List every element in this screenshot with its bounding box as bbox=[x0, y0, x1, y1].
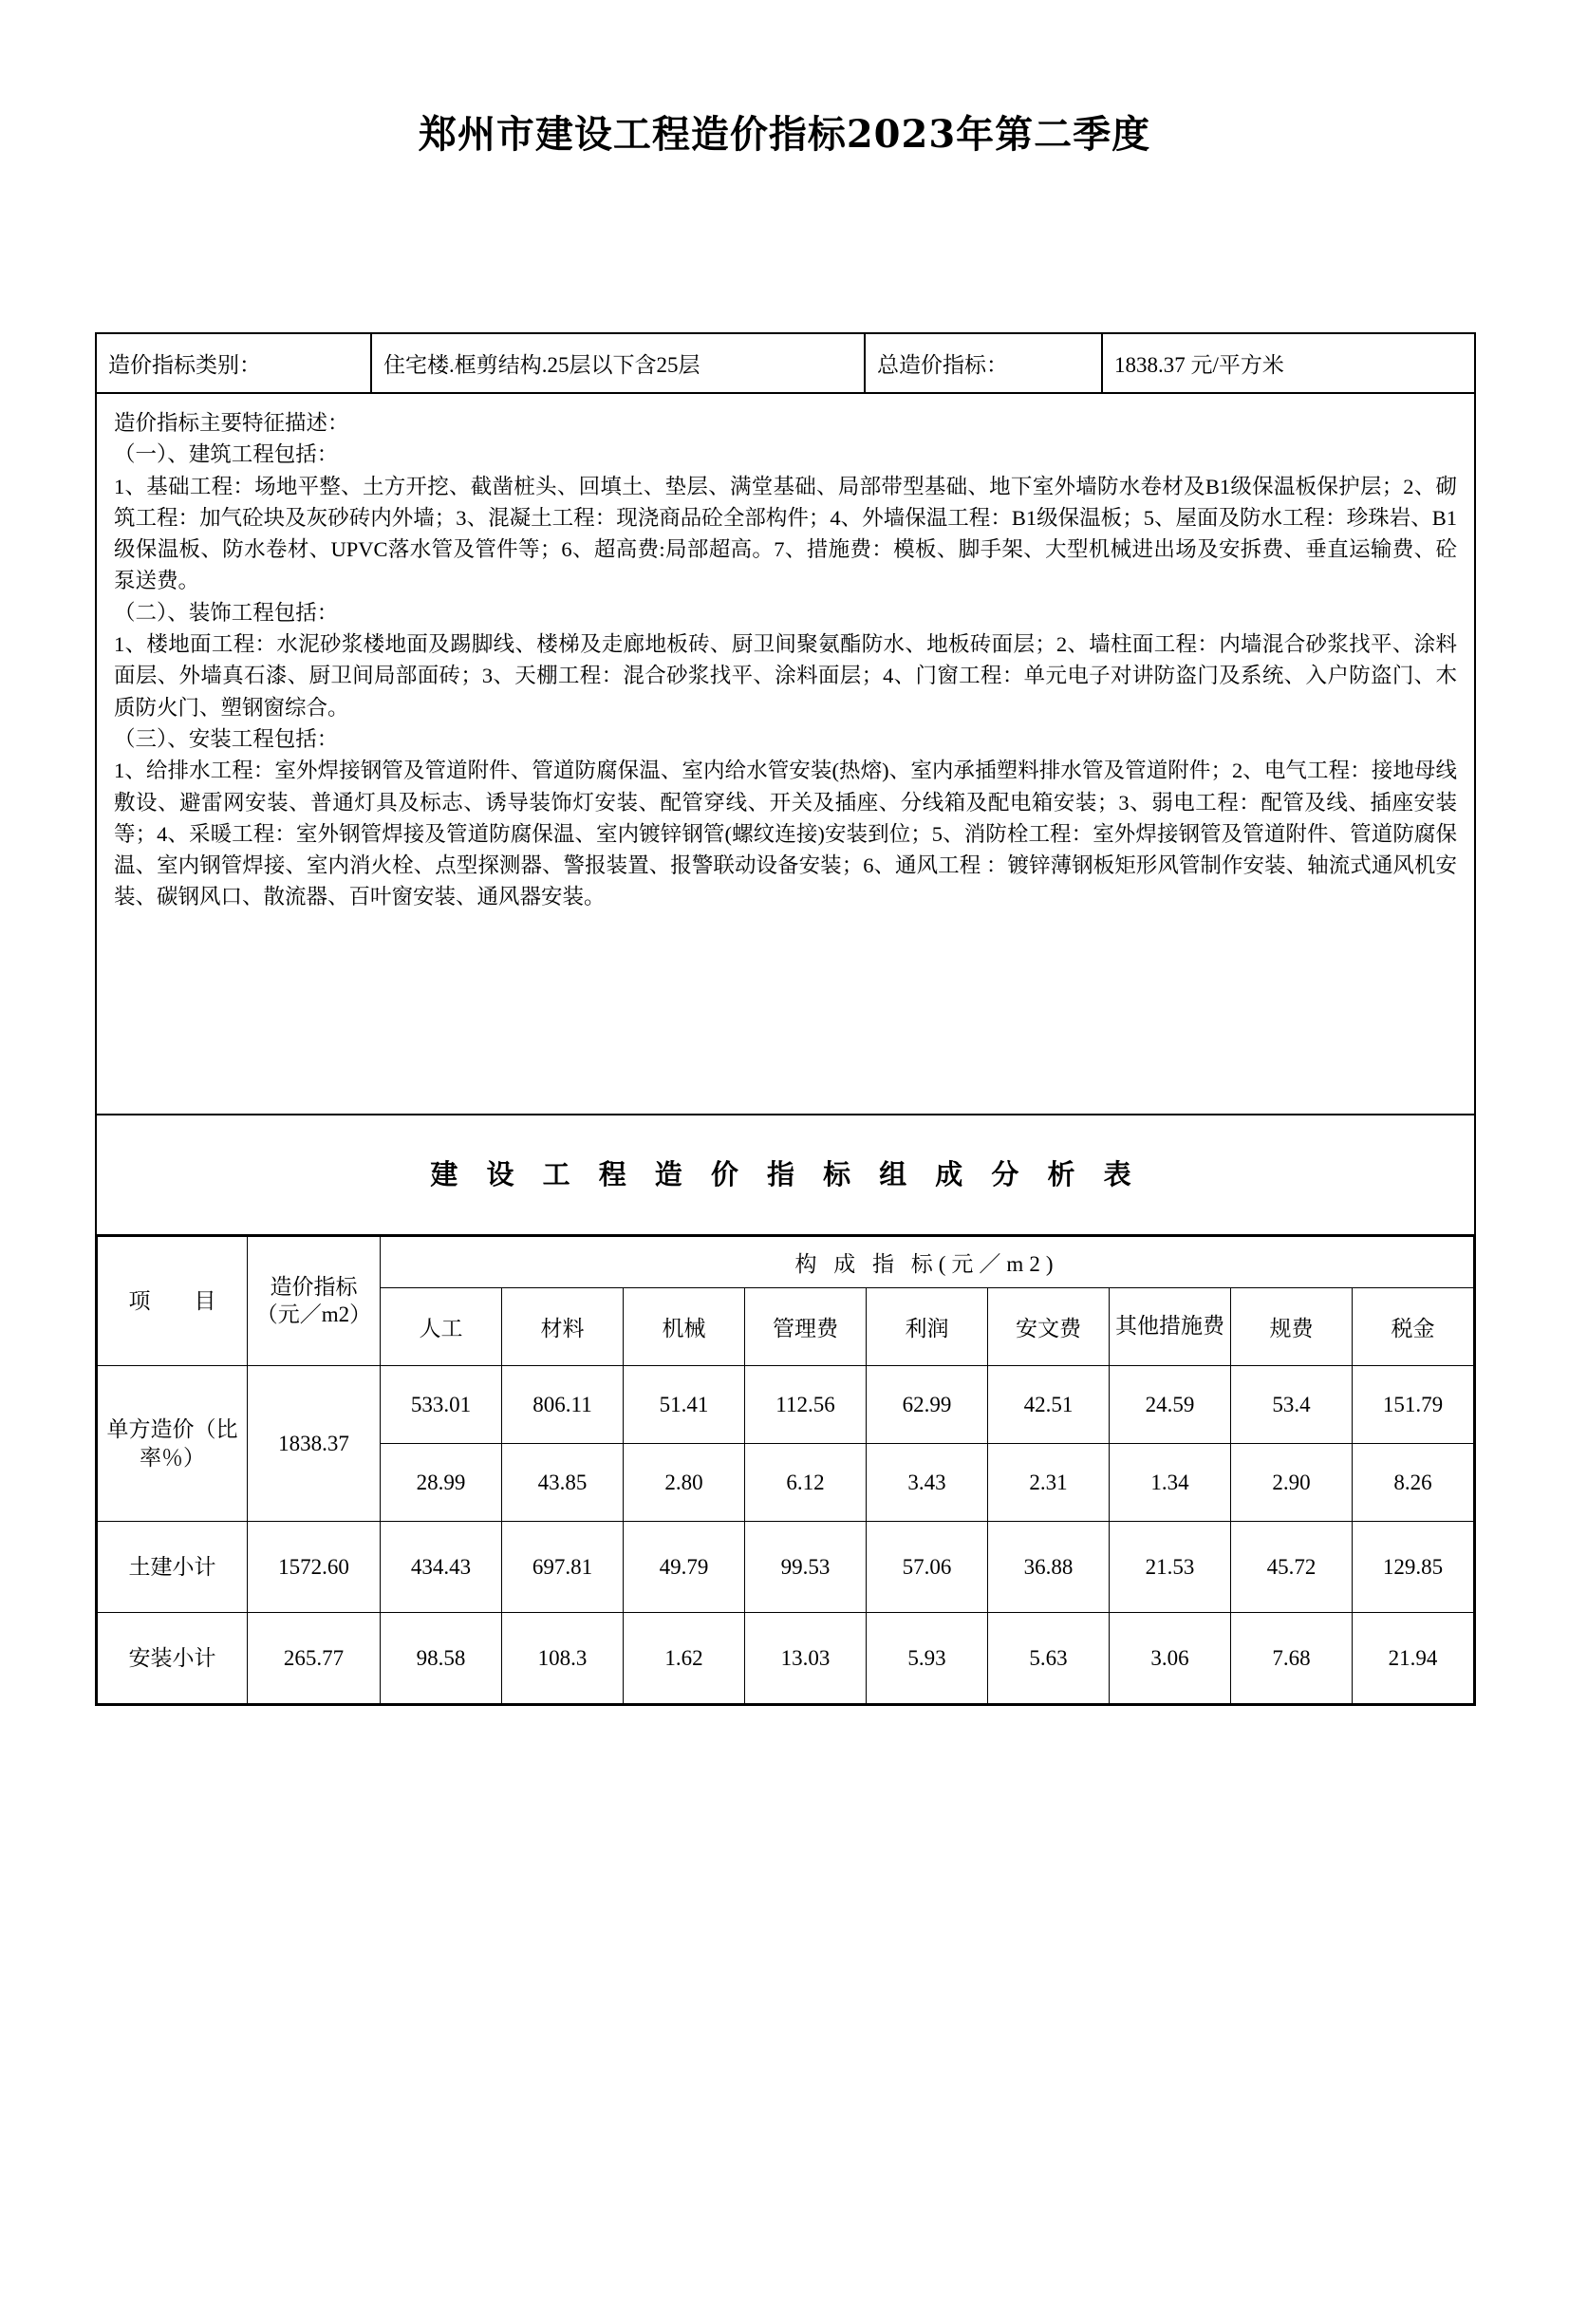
header-profit: 利润 bbox=[867, 1288, 988, 1366]
row-index-unit-cost: 1838.37 bbox=[248, 1366, 381, 1522]
analysis-table-title: 建 设 工 程 造 价 指 标 组 成 分 析 表 bbox=[97, 1115, 1474, 1236]
description-line-6: 1、给排水工程：室外焊接钢管及管道附件、管道防腐保温、室内给水管安装(热熔)、室内承插塑料排水管及管道附件；2、电气工程：接地母线敷设、避雷网安装、普通灯具及标志、诱导装饰灯安装、配管穿线、开关及插座、分线箱及配电箱安装；3、弱电工程：配管及线、插座安装等；4、采暖工程：室外钢管焊接及管道防腐保温、室内镀锌钢管(螺纹连接)安装到位；5、消防栓工程：室外焊接钢管及管道附件、管道防腐保温、室内钢管焊接、室内消火栓、点型探测器、警报装置、报警联动设备安装；6、通风工程 ：镀锌薄钢板矩形风管制作安装、轴流式通风机安装、碳钢风口、散流器、百叶窗安装、通风器安装。 bbox=[114, 759, 1457, 909]
cell-civil-labor: 434.43 bbox=[381, 1522, 502, 1613]
description-line-5: （三）、安装工程包括： bbox=[114, 726, 339, 751]
row-label-installation: 安装小计 bbox=[98, 1613, 248, 1704]
description-line-0: 造价指标主要特征描述： bbox=[114, 411, 349, 435]
cell-install-material: 108.3 bbox=[502, 1613, 624, 1704]
header-group: 构 成 指 标(元／m2) bbox=[381, 1237, 1474, 1288]
cell-install-machinery: 1.62 bbox=[624, 1613, 745, 1704]
description-line-1: （一）、建筑工程包括： bbox=[114, 442, 339, 467]
cell-ratio-material: 43.85 bbox=[502, 1444, 624, 1522]
cell-civil-material: 697.81 bbox=[502, 1522, 624, 1613]
cell-unit-other: 24.59 bbox=[1110, 1366, 1231, 1444]
header-material: 材料 bbox=[502, 1288, 624, 1366]
cell-install-tax: 21.94 bbox=[1353, 1613, 1474, 1704]
cell-install-other: 3.06 bbox=[1110, 1613, 1231, 1704]
cell-install-labor: 98.58 bbox=[381, 1613, 502, 1704]
table-row-installation-subtotal bbox=[98, 1613, 1474, 1704]
cell-civil-profit: 57.06 bbox=[867, 1522, 988, 1613]
cell-civil-management: 99.53 bbox=[745, 1522, 867, 1613]
cell-install-safety: 5.63 bbox=[988, 1613, 1110, 1704]
cell-unit-safety: 42.51 bbox=[988, 1366, 1110, 1444]
cell-ratio-tax: 8.26 bbox=[1353, 1444, 1474, 1522]
document-page bbox=[0, 104, 1569, 2324]
cell-install-statutory: 7.68 bbox=[1231, 1613, 1353, 1704]
cell-unit-machinery: 51.41 bbox=[624, 1366, 745, 1444]
category-label: 造价指标类别： bbox=[97, 334, 372, 392]
row-index-installation: 265.77 bbox=[248, 1613, 381, 1704]
description-block bbox=[97, 394, 1474, 1115]
header-other-measures-fee: 其他措施费 bbox=[1110, 1288, 1231, 1366]
description-line-2: 1、基础工程：场地平整、土方开挖、截凿桩头、回填土、垫层、满堂基础、局部带型基础、地下室外墙防水卷材及B1级保温板保护层；2、砌筑工程：加气砼块及灰砂砖内外墙；3、混凝土工程：现浇商品砼全部构件；4、外墙保温工程：B1级保温板；5、屋面及防水工程：珍珠岩、B1级保温板、防水卷材、UPVC落水管及管件等；6、超高费:局部超高。7、措施费：模板、脚手架、大型机械进出场及安拆费、垂直运输费、砼泵送费。 bbox=[114, 474, 1457, 593]
description-line-3: （二）、装饰工程包括： bbox=[114, 600, 339, 625]
indicator-sheet bbox=[95, 332, 1476, 1706]
row-index-civil: 1572.60 bbox=[248, 1522, 381, 1613]
cost-composition-table bbox=[97, 1236, 1474, 1704]
page-title: 郑州市建设工程造价指标2023年第二季度 bbox=[418, 112, 1151, 157]
cell-unit-profit: 62.99 bbox=[867, 1366, 988, 1444]
cell-install-management: 13.03 bbox=[745, 1613, 867, 1704]
total-cost-label: 总造价指标： bbox=[866, 334, 1103, 392]
header-management-fee: 管理费 bbox=[745, 1288, 867, 1366]
cell-civil-machinery: 49.79 bbox=[624, 1522, 745, 1613]
cell-civil-other: 21.53 bbox=[1110, 1522, 1231, 1613]
table-row-unit-cost bbox=[98, 1366, 1474, 1444]
cell-unit-management: 112.56 bbox=[745, 1366, 867, 1444]
header-safety-fee: 安文费 bbox=[988, 1288, 1110, 1366]
cell-civil-statutory: 45.72 bbox=[1231, 1522, 1353, 1613]
header-statutory-fee: 规费 bbox=[1231, 1288, 1353, 1366]
cell-install-profit: 5.93 bbox=[867, 1613, 988, 1704]
cell-ratio-machinery: 2.80 bbox=[624, 1444, 745, 1522]
table-row-civil-subtotal bbox=[98, 1522, 1474, 1613]
header-tax: 税金 bbox=[1353, 1288, 1474, 1366]
description-line-4: 1、楼地面工程：水泥砂浆楼地面及踢脚线、楼梯及走廊地板砖、厨卫间聚氨酯防水、地板砖面层；2、墙柱面工程：内墙混合砂浆找平、涂料面层、外墙真石漆、厨卫间局部面砖；3、天棚工程：混合砂浆找平、涂料面层；4、门窗工程：单元电子对讲防盗门及系统、入户防盗门、木质防火门、塑钢窗综合。 bbox=[114, 632, 1457, 720]
header-machinery: 机械 bbox=[624, 1288, 745, 1366]
header-index: 造价指标（元／m2） bbox=[248, 1237, 381, 1366]
cell-civil-tax: 129.85 bbox=[1353, 1522, 1474, 1613]
cell-ratio-other: 1.34 bbox=[1110, 1444, 1231, 1522]
cell-ratio-profit: 3.43 bbox=[867, 1444, 988, 1522]
cell-civil-safety: 36.88 bbox=[988, 1522, 1110, 1613]
row-label-civil: 土建小计 bbox=[98, 1522, 248, 1613]
cell-ratio-statutory: 2.90 bbox=[1231, 1444, 1353, 1522]
category-value: 住宅楼.框剪结构.25层以下含25层 bbox=[372, 334, 866, 392]
cell-ratio-management: 6.12 bbox=[745, 1444, 867, 1522]
cell-ratio-labor: 28.99 bbox=[381, 1444, 502, 1522]
header-item: 项 目 bbox=[98, 1237, 248, 1366]
cell-ratio-safety: 2.31 bbox=[988, 1444, 1110, 1522]
cell-unit-tax: 151.79 bbox=[1353, 1366, 1474, 1444]
header-row bbox=[97, 334, 1474, 394]
table-header-row-1 bbox=[98, 1237, 1474, 1288]
row-label-unit-cost: 单方造价（比率％） bbox=[98, 1366, 248, 1522]
cell-unit-statutory: 53.4 bbox=[1231, 1366, 1353, 1444]
header-labor: 人工 bbox=[381, 1288, 502, 1366]
cell-unit-material: 806.11 bbox=[502, 1366, 624, 1444]
cell-unit-labor: 533.01 bbox=[381, 1366, 502, 1444]
total-cost-value: 1838.37 元/平方米 bbox=[1114, 353, 1284, 377]
